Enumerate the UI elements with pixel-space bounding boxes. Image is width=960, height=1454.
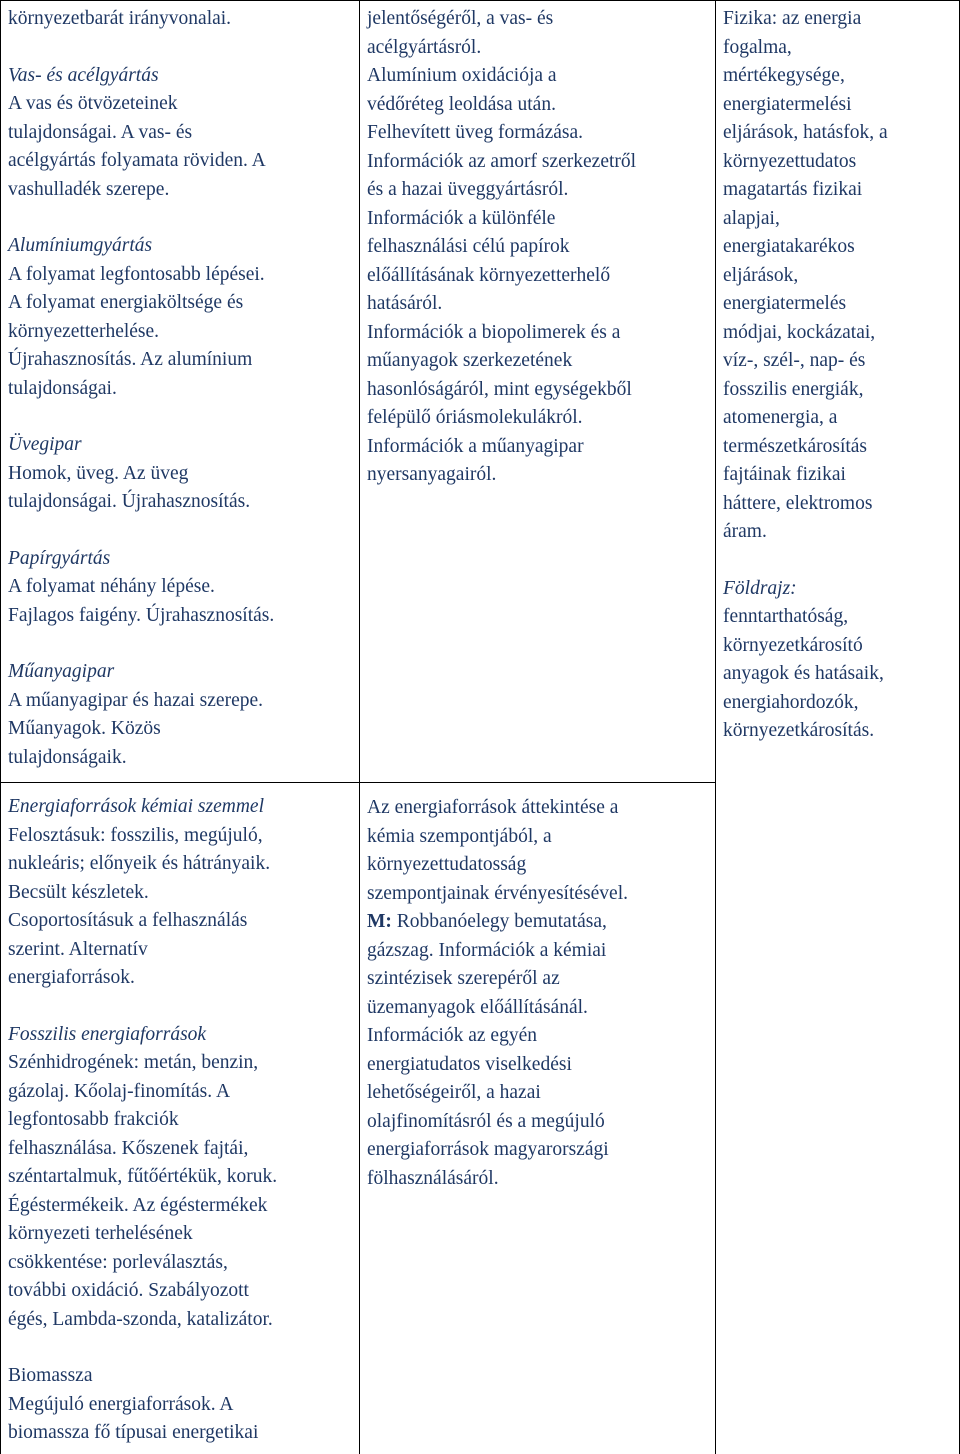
text-line: természetkárosítás <box>723 435 868 457</box>
text-line: felhasználása. Kőszenek fajtái, <box>8 1137 249 1159</box>
topic-heading: Alumíniumgyártás <box>8 235 153 256</box>
text-line: fogalma, <box>723 36 792 58</box>
text-line: hatásáról. <box>367 293 443 314</box>
text-line: Felhevített üveg formázása. <box>367 122 584 143</box>
text-line: fosszilis energiák, <box>723 378 864 400</box>
demo-text: Robbanóelegy bemutatása, <box>391 911 607 932</box>
text-line: víz-, szél-, nap- és <box>723 350 866 371</box>
text-line: energiatermelés <box>723 293 847 314</box>
topic-heading: Vas- és acélgyártás <box>8 64 159 86</box>
text-line: szerint. Alternatív <box>8 938 148 960</box>
topic-block <box>8 62 353 205</box>
text-line: jelentőségéről, a vas- és <box>367 8 554 29</box>
activities-block <box>367 5 709 490</box>
text-line: nyersanyagairól. <box>367 464 497 485</box>
text-line: energiatudatos viselkedési <box>367 1053 572 1075</box>
energy-activities <box>367 794 709 1193</box>
text-line: előállításának környezetterhelő <box>367 264 611 286</box>
text-line <box>367 908 709 937</box>
fizika-block <box>723 5 953 547</box>
demo-label: M: <box>367 911 392 932</box>
foldrajz-heading: Földrajz: <box>723 577 797 599</box>
text-line: alapjai, <box>723 207 780 229</box>
activities-cell <box>360 1 716 783</box>
topic-heading: Műanyagipar <box>8 661 115 682</box>
text-line: nukleáris; előnyeik és hátrányaik. <box>8 853 271 874</box>
text-line: vashulladék szerepe. <box>8 178 170 200</box>
text-line: Becsült készletek. <box>8 881 149 903</box>
text-line: Égéstermékeik. Az égéstermékek <box>8 1194 268 1216</box>
text-line: és a hazai üveggyártásról. <box>367 179 569 200</box>
topic-block <box>8 1362 353 1448</box>
text-line: A folyamat néhány lépése. <box>8 576 215 597</box>
topic-heading: Energiaforrások kémiai szemmel <box>8 796 264 817</box>
connections-cell <box>716 1 960 1454</box>
text-line: eljárások, <box>723 264 799 286</box>
topic-block <box>8 793 353 993</box>
text-line: A vas és ötvözeteinek <box>8 93 178 114</box>
text-line: energiaforrások magyarországi <box>367 1139 609 1160</box>
text-line: csökkentése: porleválasztás, <box>8 1251 228 1273</box>
topic-block <box>8 1021 353 1335</box>
text-line: védőréteg leoldása után. <box>367 93 556 115</box>
text-line: lehetőségeiről, a hazai <box>367 1082 541 1103</box>
text-line: olajfinomításról és a megújuló <box>367 1110 605 1132</box>
text-line: műanyagok szerkezetének <box>367 350 573 371</box>
text-line: energiatakarékos <box>723 236 855 257</box>
topic-heading: Üvegipar <box>8 434 82 455</box>
content-cell <box>1 1 360 783</box>
text-line: környezetterhelése. <box>8 320 160 342</box>
text-line: áram. <box>723 521 767 542</box>
text-line: környezeti terhelésének <box>8 1223 193 1244</box>
text-line: tulajdonságaik. <box>8 746 127 768</box>
text-line: kémia szempontjából, a <box>367 825 552 847</box>
text-line: anyagok és hatásaik, <box>723 663 884 684</box>
text-line: égés, Lambda-szonda, katalizátor. <box>8 1308 273 1330</box>
text-line: acélgyártásról. <box>367 36 482 58</box>
text-line: Információk az egyén <box>367 1025 537 1046</box>
text-line: tulajdonságai. Újrahasznosítás. <box>8 491 251 512</box>
text-line: acélgyártás folyamata röviden. A <box>8 150 266 171</box>
text-line: környezettudatosság <box>367 854 527 875</box>
text-line: energiatermelési <box>723 93 852 115</box>
text-line: további oxidáció. Szabályozott <box>8 1280 249 1301</box>
text-line: Újrahasznosítás. Az alumínium <box>8 349 253 370</box>
text-line: fajtáinak fizikai <box>723 464 846 485</box>
text-line: Homok, üveg. Az üveg <box>8 462 189 484</box>
topic-block <box>8 232 353 403</box>
text-line: tulajdonságai. <box>8 377 117 399</box>
text-line: energiahordozók, <box>723 691 859 713</box>
text-line: legfontosabb frakciók <box>8 1109 179 1130</box>
text-line: eljárások, hatásfok, a <box>723 122 888 143</box>
topic-heading: Fosszilis energiaforrások <box>8 1023 207 1045</box>
text-line: Információk a műanyagipar <box>367 435 584 457</box>
text-line: atomenergia, a <box>723 407 838 428</box>
text-line: fenntarthatóság, <box>723 606 849 627</box>
text-line: környezetkárosítás. <box>723 720 875 741</box>
text-line: szintézisek szerepéről az <box>367 968 560 989</box>
text-line: tulajdonságai. A vas- és <box>8 121 193 143</box>
topic-block <box>8 545 353 631</box>
foldrajz-block <box>723 575 953 746</box>
text-line: Az energiaforrások áttekintése a <box>367 797 619 818</box>
text-line: energiaforrások. <box>8 967 135 988</box>
topic-heading: Papírgyártás <box>8 547 111 569</box>
text-line: hasonlóságáról, mint egységekből <box>367 378 632 400</box>
text-line: Műanyagok. Közös <box>8 718 161 739</box>
text-line: Információk az amorf szerkezetről <box>367 150 637 172</box>
text-line: Alumínium oxidációja a <box>367 65 557 86</box>
activities-cell <box>360 783 716 1454</box>
text-line: biomassza fő típusai energetikai <box>8 1422 259 1443</box>
text-line: módjai, kockázatai, <box>723 321 876 343</box>
text-line: fölhasználásáról. <box>367 1167 499 1189</box>
text-line: Fajlagos faigény. Újrahasznosítás. <box>8 604 275 626</box>
text-line: szempontjainak érvényesítésével. <box>367 882 628 904</box>
text-line: magatartás fizikai <box>723 179 863 200</box>
text-line: környezetbarát irányvonalai. <box>8 8 232 29</box>
text-line: gázolaj. Kőolaj-finomítás. A <box>8 1080 231 1102</box>
text-line: Szénhidrogének: metán, benzin, <box>8 1052 259 1073</box>
text-line: felépülő óriásmolekulákról. <box>367 407 583 428</box>
text-line: háttere, elektromos <box>723 492 873 514</box>
topic-block <box>8 658 353 772</box>
text-line: széntartalmuk, fűtőértékük, koruk. <box>8 1166 278 1187</box>
text-line: Információk a biopolimerek és a <box>367 321 621 343</box>
text-line: mértékegysége, <box>723 65 845 86</box>
text-line: üzemanyagok előállításánál. <box>367 996 588 1018</box>
topic-block <box>8 5 353 34</box>
text-line: Fizika: az energia <box>723 8 862 29</box>
text-line: gázszag. Információk a kémiai <box>367 939 607 961</box>
text-line: Megújuló energiaforrások. A <box>8 1393 234 1415</box>
table-row <box>1 1 960 783</box>
text-line: Felosztásuk: fosszilis, megújuló, <box>8 824 263 846</box>
text-line: A folyamat energiaköltsége és <box>8 292 244 313</box>
topic-block <box>8 431 353 517</box>
text-line: Csoportosításuk a felhasználás <box>8 910 248 931</box>
text-line: Információk a különféle <box>367 207 556 229</box>
text-line: környezettudatos <box>723 150 857 172</box>
text-line: Biomassza <box>8 1365 93 1386</box>
content-cell <box>1 783 360 1454</box>
text-line: felhasználási célú papírok <box>367 236 570 257</box>
text-line: A műanyagipar és hazai szerepe. <box>8 689 264 711</box>
text-line: környezetkárosító <box>723 634 863 656</box>
text-line: A folyamat legfontosabb lépései. <box>8 263 265 285</box>
